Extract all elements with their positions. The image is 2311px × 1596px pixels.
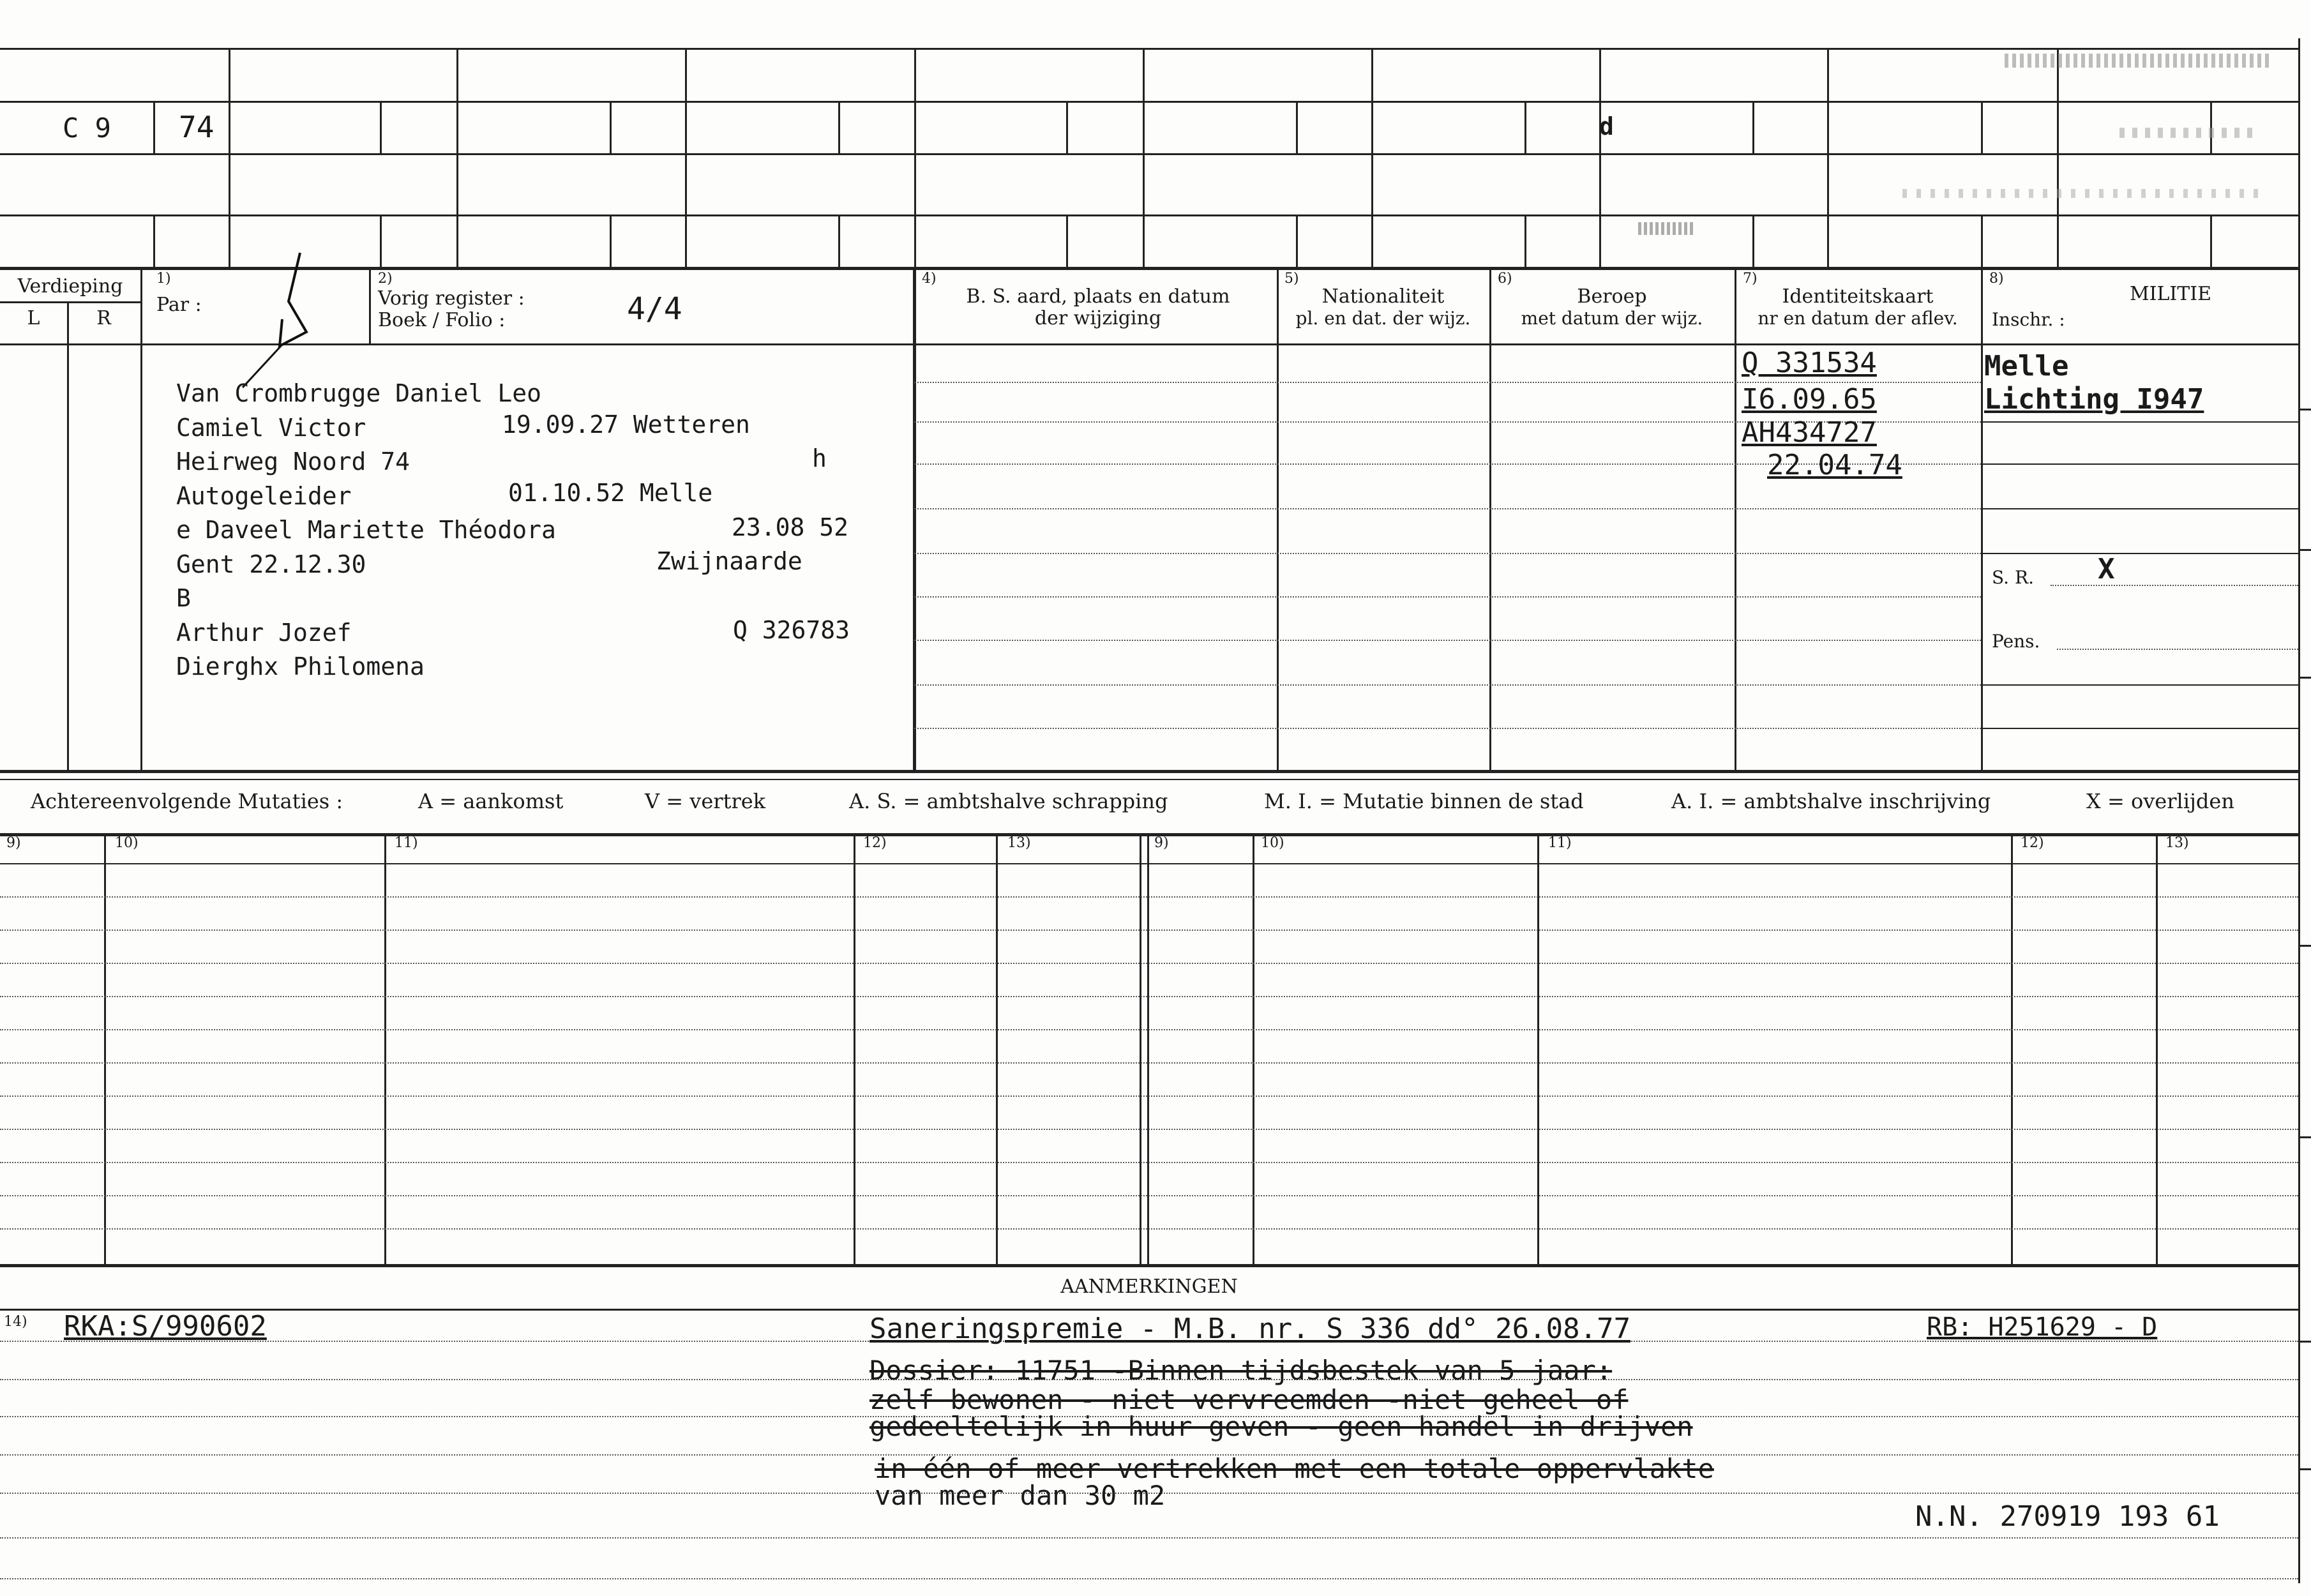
par-scribble-icon	[236, 250, 326, 397]
edge-tick	[2298, 945, 2311, 947]
legend-mutatie: M. I. = Mutatie binnen de stad	[1264, 789, 1584, 813]
mutaties-col-line	[996, 833, 998, 1264]
spouse-birthplace: Zwijnaarde	[656, 547, 802, 575]
mutaties-col-line	[104, 833, 106, 1264]
mutaties-row-line	[0, 1029, 2298, 1030]
id-label-1: Identiteitskaart	[1782, 285, 1934, 308]
national-number: N.N. 270919 193 61	[1915, 1500, 2220, 1533]
nat-number: 5)	[1284, 271, 1299, 287]
grid-divider	[229, 48, 230, 267]
grid-divider	[1371, 48, 1373, 267]
header-bottom-line	[0, 343, 2298, 345]
mut-col-13b: 13)	[2165, 835, 2189, 851]
grid-divider	[838, 101, 840, 153]
section-divider	[1277, 267, 1279, 771]
id-card-number-2: AH434727	[1742, 416, 1877, 449]
section-divider	[67, 301, 69, 771]
militie-row-line	[1981, 728, 2298, 729]
dotted-line	[914, 728, 1981, 729]
mutaties-row-line	[0, 930, 2298, 931]
section-divider	[369, 267, 371, 343]
grid-divider	[1524, 101, 1526, 153]
id-card-number: Q 331534	[1742, 347, 1877, 379]
edge-tick	[2298, 1136, 2311, 1138]
dossier-line-1: Dossier: 11751 -Binnen tijdsbestek van 5 jaar:	[869, 1355, 1613, 1386]
household-mark: h	[812, 444, 827, 472]
remarks-line	[0, 1578, 2298, 1579]
edge-tick	[2298, 677, 2311, 679]
grid-divider	[685, 48, 687, 267]
grid-divider	[456, 48, 458, 267]
id-card-date: I6.09.65	[1742, 383, 1877, 416]
militie-inschr-label: Inschr. :	[1992, 309, 2065, 330]
id-label-2: nr en datum der aflev.	[1758, 308, 1958, 329]
mutaties-col-line	[1140, 833, 1141, 1264]
section-divider	[140, 267, 142, 771]
mutaties-col-line	[854, 833, 855, 1264]
mut-col-10: 10)	[115, 835, 139, 851]
section-divider	[913, 267, 916, 771]
beroep-label-2: met datum der wijz.	[1521, 308, 1703, 329]
dotted-line	[914, 553, 1981, 554]
rka-reference: RKA:S/990602	[64, 1310, 267, 1343]
person-firstnames: Camiel Victor	[176, 413, 366, 442]
grid-divider	[1296, 101, 1298, 153]
verdieping-l: L	[27, 307, 40, 329]
grid-divider	[2210, 215, 2212, 267]
mutaties-col-line	[1147, 833, 1149, 1264]
mut-col-13: 13)	[1007, 835, 1031, 851]
mut-col-9: 9)	[6, 835, 21, 851]
grid-divider	[914, 48, 916, 267]
legend-schrapping: A. S. = ambtshalve schrapping	[849, 789, 1168, 813]
smudge-mark	[2119, 128, 2260, 138]
dotted-line	[914, 640, 1981, 641]
id-card-date-2: 22.04.74	[1767, 449, 1902, 481]
mutaties-row-line	[0, 1129, 2298, 1130]
rb-reference: RB: H251629 - D	[1927, 1313, 2158, 1342]
code-number: 74	[179, 110, 215, 144]
pens-dotted	[2057, 649, 2298, 650]
beroep-number: 6)	[1498, 271, 1512, 287]
sr-dotted	[2051, 585, 2298, 586]
section-divider	[1489, 267, 1491, 771]
grid-divider	[2057, 48, 2059, 267]
top-grid-line	[0, 267, 2298, 270]
mutaties-top-line	[0, 833, 2298, 836]
par-label: Par :	[156, 294, 202, 316]
top-grid-line	[0, 101, 2298, 103]
saneringspremie: Saneringspremie - M.B. nr. S 336 dd° 26.08.77	[869, 1313, 1631, 1345]
bs-number: 4)	[922, 271, 937, 287]
grid-divider	[153, 215, 155, 267]
edge-tick	[2298, 409, 2311, 410]
beroep-label-1: Beroep	[1577, 285, 1647, 308]
mut-col-11: 11)	[395, 835, 418, 851]
aanmerkingen-number: 14)	[4, 1314, 27, 1330]
mut-col-11b: 11)	[1548, 835, 1572, 851]
mut-col-12: 12)	[863, 835, 887, 851]
grid-divider	[1066, 101, 1068, 153]
sr-value: X	[2098, 553, 2115, 585]
grid-divider	[1599, 48, 1601, 267]
grid-divider	[1827, 48, 1829, 267]
dotted-line	[914, 684, 1981, 686]
marriage-date: 23.08 52	[732, 513, 849, 541]
par-number: 1)	[156, 271, 171, 287]
edge-tick	[2298, 549, 2311, 551]
mutaties-header-line	[0, 863, 2298, 864]
dossier-line-4: in één of meer vertrekken met een totale oppervlakte	[875, 1453, 1714, 1484]
smudge-mark	[1902, 189, 2260, 198]
dotted-line	[914, 596, 1981, 598]
smudge-mark	[1638, 222, 1696, 235]
vorig-label: Vorig register :	[378, 287, 525, 310]
mutaties-col-line	[2156, 833, 2158, 1264]
birth-date-place: 19.09.27 Wetteren	[502, 410, 750, 439]
grid-divider	[2298, 38, 2300, 1583]
dossier-line-2: zelf bewonen - niet vervreemden -niet geheel of	[869, 1384, 1629, 1415]
code-c: C 9	[63, 112, 111, 144]
edge-tick	[2298, 1468, 2311, 1470]
person-profession: Autogeleider	[176, 481, 352, 510]
militie-row-line	[1981, 684, 2298, 686]
header-mark: d	[1599, 112, 1614, 140]
grid-divider	[838, 215, 840, 267]
vorig-number: 2)	[378, 271, 393, 287]
aanmerkingen-header-line	[0, 1309, 2298, 1311]
legend-vertrek: V = vertrek	[645, 789, 766, 813]
verdieping-split	[0, 301, 140, 303]
militie-place: Melle	[1984, 350, 2069, 382]
mutaties-col-line	[1253, 833, 1254, 1264]
person-address: Heirweg Noord 74	[176, 448, 410, 476]
grid-divider	[380, 101, 382, 153]
militie-row-line	[1981, 421, 2298, 423]
nat-label-1: Nationaliteit	[1321, 285, 1445, 308]
mutaties-col-line	[1537, 833, 1539, 1264]
mutaties-row-line	[0, 1228, 2298, 1230]
grid-divider	[1752, 215, 1754, 267]
militie-row-line	[1981, 508, 2298, 509]
militie-lichting: Lichting I947	[1984, 383, 2204, 416]
mother-name: Dierghx Philomena	[176, 652, 425, 681]
mutaties-col-line	[384, 833, 386, 1264]
mut-col-9b: 9)	[1154, 835, 1169, 851]
verdieping-r: R	[96, 307, 111, 329]
spouse-birth: Gent 22.12.30	[176, 550, 366, 578]
top-grid-line	[0, 215, 2298, 216]
verdieping-label: Verdieping	[17, 275, 123, 297]
id-number: 7)	[1743, 271, 1758, 287]
legend-inschrijving: A. I. = ambtshalve inschrijving	[1671, 789, 1991, 813]
grid-divider	[1143, 48, 1145, 267]
mutaties-row-line	[0, 1195, 2298, 1196]
pens-label: Pens.	[1992, 631, 2040, 652]
militie-row-line	[1981, 553, 2298, 554]
militie-number: 8)	[1989, 271, 2004, 287]
legend-top-line	[0, 779, 2298, 780]
mutaties-row-line	[0, 896, 2298, 898]
militie-label: MILITIE	[2129, 283, 2212, 305]
grid-divider	[1066, 215, 1068, 267]
militie-row-line	[1981, 463, 2298, 465]
grid-divider	[1524, 215, 1526, 267]
grid-divider	[380, 215, 382, 267]
mutaties-row-line	[0, 1095, 2298, 1097]
mut-col-10b: 10)	[1261, 835, 1284, 851]
dotted-line	[914, 508, 1981, 509]
mutaties-row-line	[0, 996, 2298, 997]
grid-divider	[2210, 101, 2212, 153]
dossier-line-5: van meer dan 30 m2	[875, 1480, 1166, 1511]
smudge-mark	[2005, 54, 2273, 68]
boek-folio-label: Boek / Folio :	[378, 309, 506, 331]
spouse-id: Q 326783	[733, 616, 850, 644]
person-section-bottom	[0, 770, 2298, 773]
grid-divider	[1752, 101, 1754, 153]
dossier-line-3: gedeeltelijk in huur geven - geen handel in drijven	[869, 1411, 1693, 1442]
section-divider	[1735, 267, 1736, 771]
nat-label-2: pl. en dat. der wijz.	[1295, 308, 1471, 329]
arrival-date: 01.10.52 Melle	[508, 479, 713, 507]
nationality-code: B	[176, 584, 191, 612]
father-name: Arthur Jozef	[176, 618, 352, 647]
top-grid-line	[0, 153, 2298, 155]
top-grid-line	[0, 48, 2298, 50]
grid-divider	[610, 215, 612, 267]
legend-aankomst: A = aankomst	[418, 789, 564, 813]
section-divider	[1981, 267, 1983, 771]
remarks-line	[0, 1537, 2298, 1539]
mutaties-row-line	[0, 963, 2298, 964]
grid-divider	[1981, 215, 1983, 267]
bs-label-1: B. S. aard, plaats en datum	[966, 285, 1230, 308]
boek-folio-value: 4/4	[627, 291, 682, 327]
spouse-name: e Daveel Mariette Théodora	[176, 516, 556, 544]
grid-divider	[1981, 101, 1983, 153]
bs-label-2: der wijziging	[1034, 307, 1162, 329]
mutaties-bottom-line	[0, 1264, 2298, 1267]
sr-label: S. R.	[1992, 567, 2034, 588]
mut-col-12b: 12)	[2021, 835, 2044, 851]
mutaties-row-line	[0, 1062, 2298, 1064]
mutaties-col-line	[2011, 833, 2013, 1264]
aanmerkingen-title: AANMERKINGEN	[1060, 1276, 1238, 1298]
grid-divider	[153, 101, 155, 153]
legend-overlijden: X = overlijden	[2086, 789, 2234, 813]
edge-tick	[2298, 1341, 2311, 1343]
grid-divider	[1296, 215, 1298, 267]
mutaties-title: Achtereenvolgende Mutaties :	[31, 789, 343, 813]
person-block	[176, 377, 556, 684]
grid-divider	[610, 101, 612, 153]
person-name: Van Crombrugge Daniel Leo	[176, 379, 541, 407]
mutaties-row-line	[0, 1162, 2298, 1163]
